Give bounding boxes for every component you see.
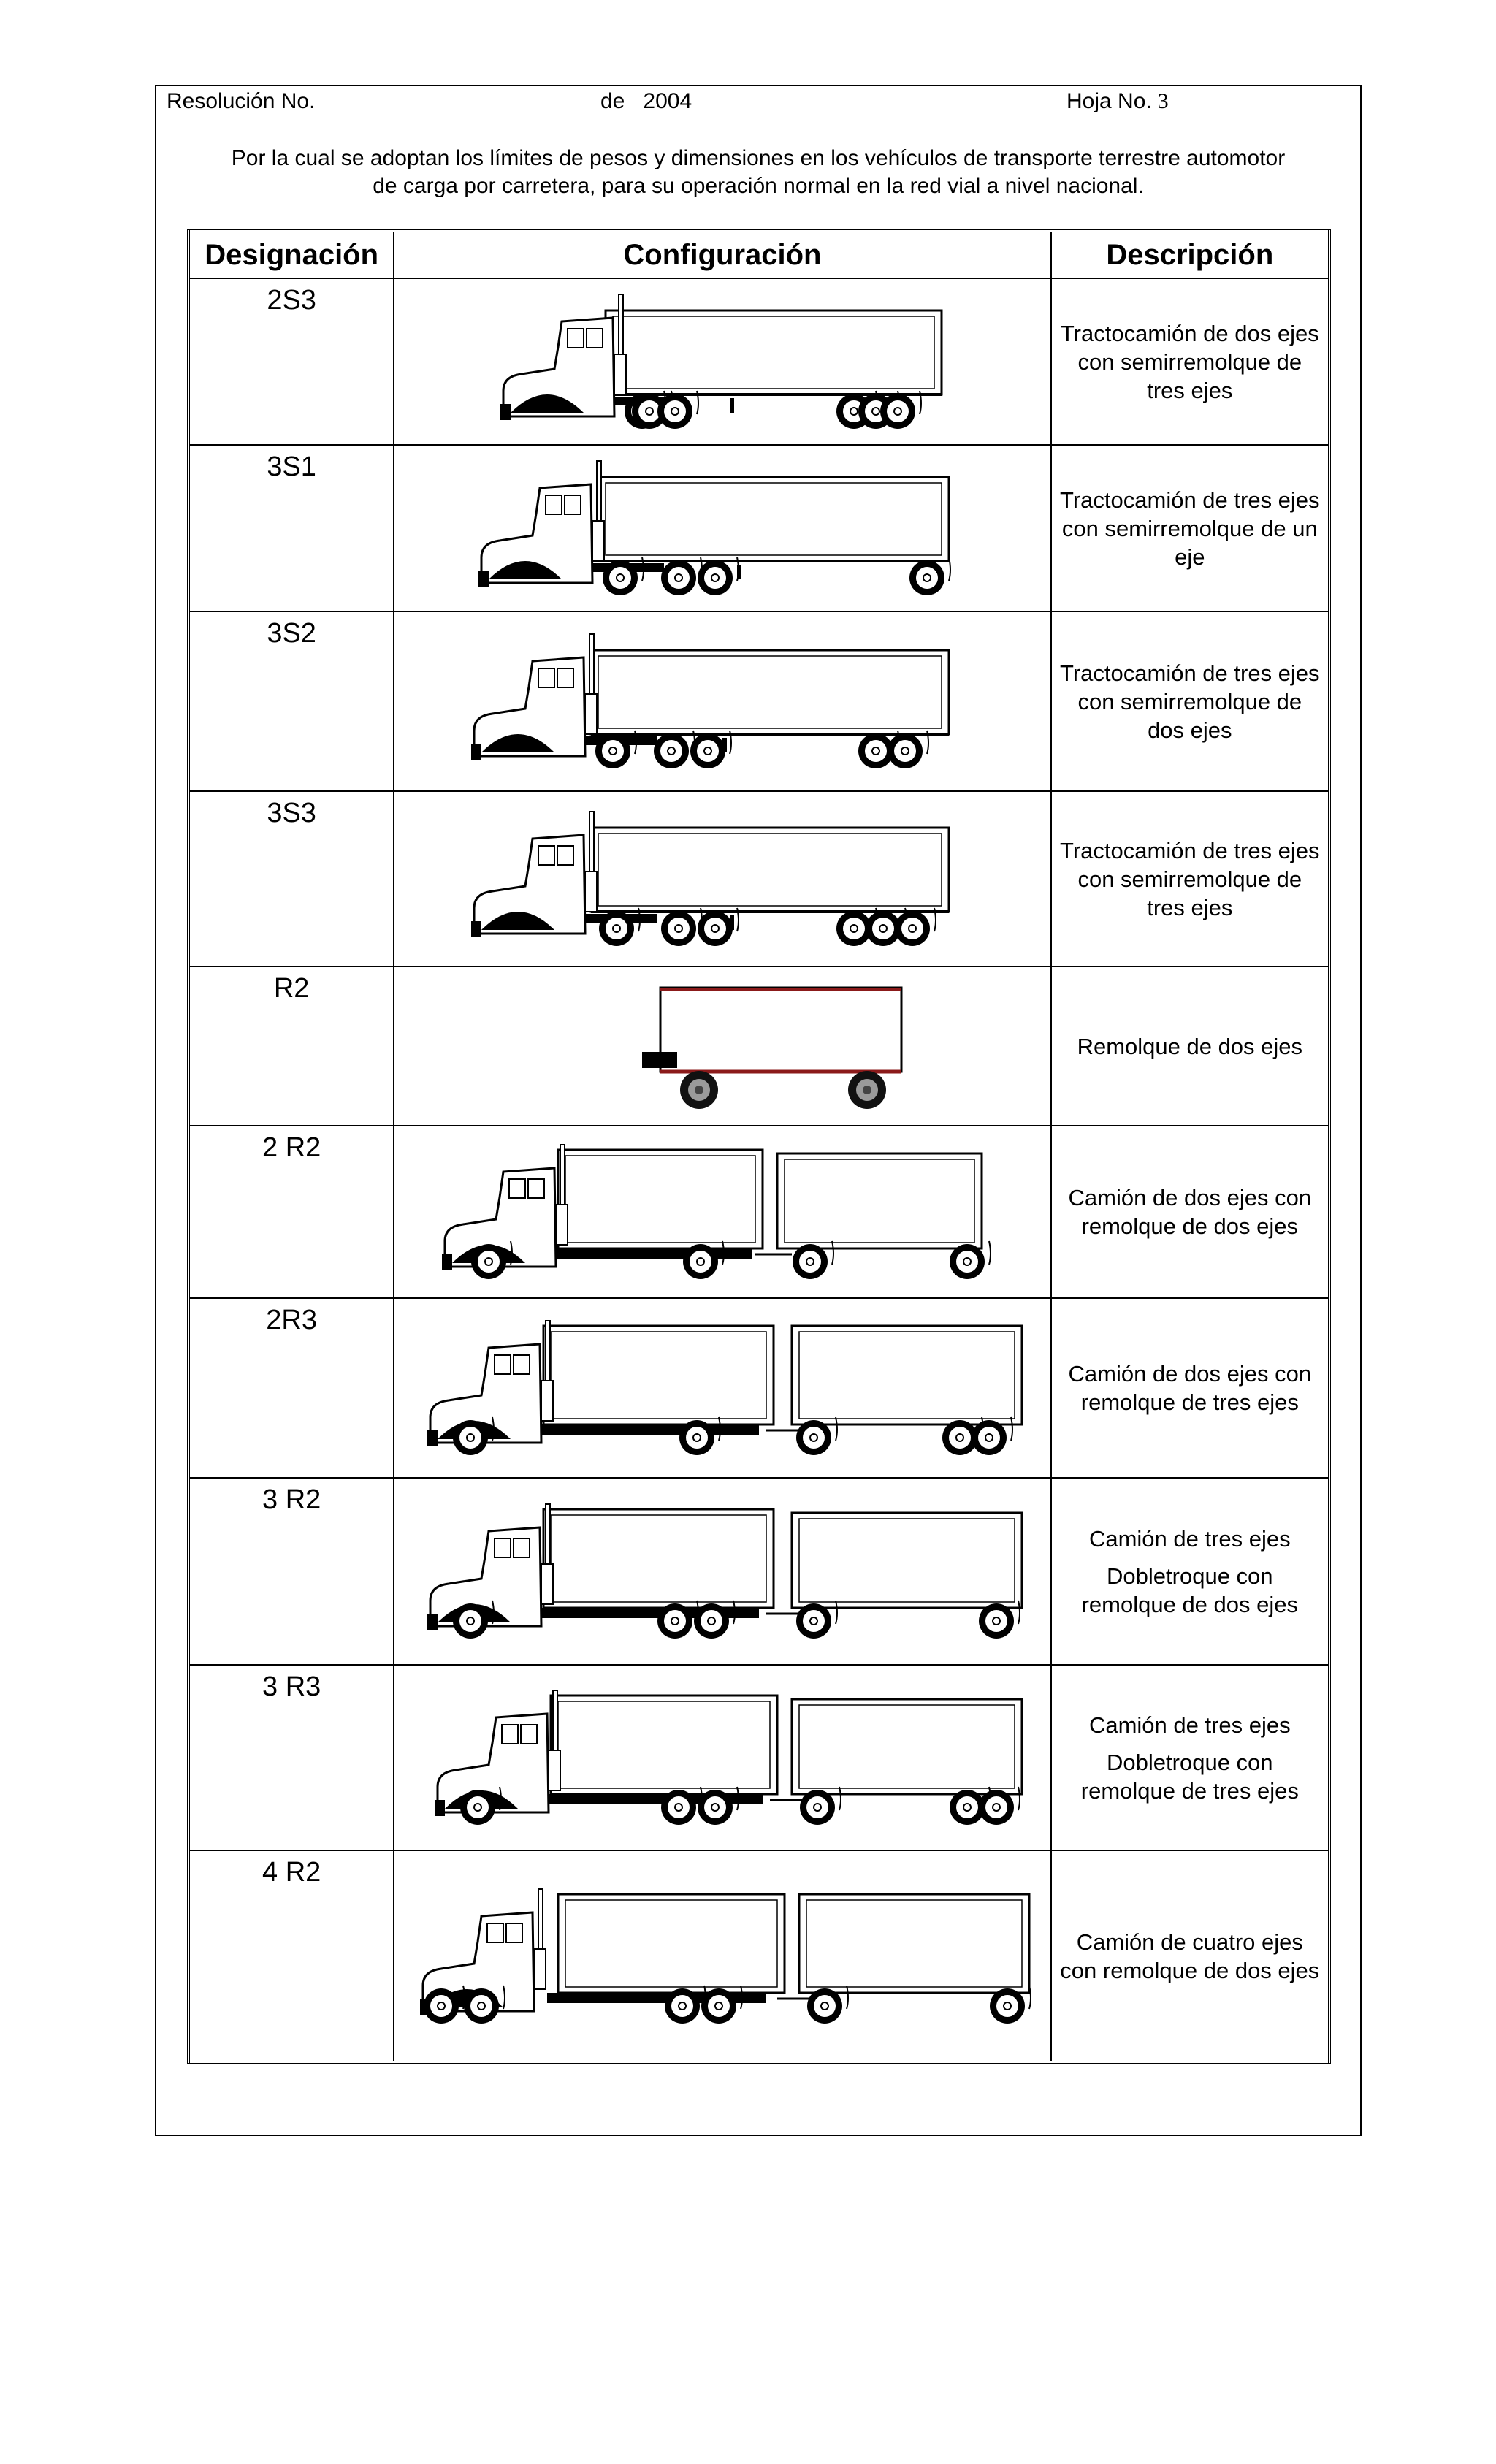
designation-cell: 3S1 bbox=[188, 445, 394, 611]
mudflap bbox=[949, 557, 950, 581]
sheet-text: Hoja No. bbox=[1066, 89, 1152, 113]
configuration-cell bbox=[394, 1478, 1050, 1665]
drawing-part bbox=[470, 1995, 492, 2017]
cargo-box bbox=[543, 1326, 774, 1424]
cargo-box bbox=[558, 1150, 763, 1248]
drawing-part bbox=[686, 1427, 708, 1449]
air-filter bbox=[585, 694, 597, 734]
cab-window bbox=[565, 495, 581, 514]
cargo-box bbox=[558, 1894, 785, 1993]
wheel-icon bbox=[657, 391, 698, 429]
configuration-cell bbox=[394, 966, 1050, 1126]
mudflap bbox=[697, 391, 698, 414]
truck-cab-icon bbox=[442, 1145, 568, 1270]
bumper bbox=[435, 1800, 445, 1816]
drawing-part bbox=[803, 1427, 825, 1449]
table-row bbox=[188, 791, 1329, 966]
tractor-semitrailer-icon bbox=[408, 289, 1037, 435]
description-text-extra: Dobletroque con remolque de tres ejes bbox=[1080, 1749, 1299, 1804]
configuration-cell bbox=[394, 791, 1050, 966]
cargo-box bbox=[606, 310, 942, 394]
cab-window bbox=[509, 1179, 525, 1198]
designation-cell: 3S2 bbox=[188, 611, 394, 791]
drawing-part bbox=[985, 1610, 1007, 1632]
drawing-part bbox=[814, 1995, 836, 2017]
mudflap bbox=[836, 1601, 837, 1624]
designation-cell: 3 R2 bbox=[188, 1478, 394, 1665]
drawing-part bbox=[606, 918, 627, 939]
subtitle-line-1: Por la cual se adoptan los límites de pesos y dimensiones en los vehículos de transporte terrestre automotor bbox=[231, 146, 1286, 170]
trailer-drawbar bbox=[642, 1052, 677, 1068]
drawing-part bbox=[956, 1796, 978, 1818]
tractor-semitrailer-icon bbox=[408, 628, 1037, 774]
truck-cab-icon bbox=[478, 461, 604, 587]
mudflap bbox=[737, 908, 739, 931]
wheel-icon bbox=[603, 557, 644, 595]
wheel-icon bbox=[698, 908, 739, 946]
truck-cab-icon bbox=[435, 1690, 560, 1816]
mudflap bbox=[836, 1417, 837, 1441]
cab-window bbox=[568, 329, 584, 348]
cab-window bbox=[538, 846, 554, 865]
drawing-part bbox=[803, 1610, 825, 1632]
cargo-box bbox=[591, 828, 949, 912]
designation-cell: 3 R3 bbox=[188, 1665, 394, 1850]
drawing-part bbox=[459, 1610, 481, 1632]
drawing-part bbox=[843, 918, 865, 939]
subtitle-line-2: de carga por carretera, para su operación normal en la red vial a nivel nacional. bbox=[373, 174, 1144, 198]
bumper bbox=[427, 1614, 438, 1630]
configuration-cell bbox=[394, 1850, 1050, 2062]
description-cell bbox=[1051, 1126, 1329, 1298]
drawing-part bbox=[701, 1610, 722, 1632]
drawing-part bbox=[806, 1796, 828, 1818]
wheel-icon bbox=[661, 908, 702, 946]
designation-cell: R2 bbox=[188, 966, 394, 1126]
cab-window bbox=[514, 1538, 530, 1557]
header-designation: Designación bbox=[188, 231, 394, 278]
description-text: Tractocamión de tres ejes con semirremolque de tres ejes bbox=[1060, 837, 1320, 920]
air-filter bbox=[592, 521, 604, 561]
cargo-box bbox=[551, 1696, 777, 1794]
air-filter bbox=[541, 1564, 553, 1604]
drawing-part bbox=[704, 918, 726, 939]
drawing-part bbox=[467, 1796, 489, 1818]
date-label bbox=[600, 89, 692, 114]
wheel-icon bbox=[698, 557, 739, 595]
configuration-cell bbox=[394, 1126, 1050, 1298]
configuration-cell bbox=[394, 278, 1050, 445]
drawing-part bbox=[668, 567, 690, 589]
bumper bbox=[471, 921, 481, 937]
description-text: Tractocamión de tres ejes con semirremolque de dos ejes bbox=[1060, 660, 1320, 743]
description-cell bbox=[1051, 611, 1329, 791]
cab-window bbox=[538, 668, 554, 687]
drawing-part bbox=[916, 567, 938, 589]
drawing-part bbox=[799, 1251, 821, 1273]
cab-window bbox=[514, 1355, 530, 1374]
description-cell bbox=[1051, 278, 1329, 445]
vehicle-configuration-table bbox=[187, 229, 1331, 2064]
wheel-icon bbox=[599, 908, 640, 946]
designation-cell: 2R3 bbox=[188, 1298, 394, 1478]
truck-cab-icon bbox=[471, 634, 597, 760]
mudflap bbox=[847, 1986, 848, 2009]
mudflap bbox=[934, 908, 936, 931]
table-row bbox=[188, 1126, 1329, 1298]
table-row bbox=[188, 278, 1329, 445]
description-cell bbox=[1051, 445, 1329, 611]
mudflap bbox=[839, 1787, 841, 1810]
cargo-box bbox=[591, 650, 949, 734]
table-row bbox=[188, 966, 1329, 1126]
landing-gear bbox=[730, 398, 734, 413]
drawing-part bbox=[704, 567, 726, 589]
mudflap bbox=[1018, 1787, 1020, 1810]
description-text: Tractocamión de tres ejes con semirremolque de un eje bbox=[1060, 487, 1320, 570]
description-cell bbox=[1051, 791, 1329, 966]
designation-cell: 3S3 bbox=[188, 791, 394, 966]
header-configuration: Configuración bbox=[394, 231, 1050, 278]
drawing-part bbox=[887, 400, 909, 422]
mudflap bbox=[1029, 1986, 1031, 2009]
tractor-semitrailer-icon bbox=[408, 455, 1037, 601]
chassis-frame bbox=[547, 1248, 752, 1259]
description-text: Camión de cuatro ejes con remolque de dos ejes bbox=[1060, 1929, 1320, 1983]
description-cell bbox=[1051, 966, 1329, 1126]
trailer-icon bbox=[408, 973, 1037, 1119]
drawing-part bbox=[978, 1427, 1000, 1449]
trailer-box bbox=[660, 988, 901, 1072]
cab-window bbox=[487, 1923, 503, 1942]
resolution-label: Resolución No. bbox=[167, 89, 316, 113]
wheel-icon bbox=[595, 731, 636, 768]
truck-cab-icon bbox=[427, 1504, 553, 1630]
drawing-part bbox=[872, 918, 894, 939]
wheel-icon bbox=[888, 731, 928, 768]
wheel-icon bbox=[909, 557, 950, 595]
drawing-part bbox=[430, 1995, 452, 2017]
cab-window bbox=[506, 1923, 522, 1942]
drawing-part bbox=[668, 1796, 690, 1818]
wheel-icon bbox=[895, 908, 936, 946]
drawing-part bbox=[865, 740, 887, 762]
year: 2004 bbox=[643, 89, 692, 113]
designation-cell: 2 R2 bbox=[188, 1126, 394, 1298]
wheel-icon bbox=[690, 731, 731, 768]
sheet-label bbox=[1066, 89, 1169, 114]
header-description: Descripción bbox=[1051, 231, 1329, 278]
trailer-box bbox=[799, 1894, 1029, 1993]
configuration-cell bbox=[394, 1298, 1050, 1478]
bumper bbox=[427, 1430, 438, 1446]
table-header-row bbox=[188, 231, 1329, 278]
description-cell bbox=[1051, 1850, 1329, 2062]
de-label: de bbox=[600, 89, 625, 113]
description-cell bbox=[1051, 1478, 1329, 1665]
mudflap bbox=[920, 391, 921, 414]
drawing-part bbox=[690, 1251, 711, 1273]
description-text: Camión de tres ejes bbox=[1088, 1712, 1291, 1738]
truck-trailer-icon bbox=[408, 1315, 1037, 1461]
drawing-part bbox=[708, 1995, 730, 2017]
drawing-part bbox=[602, 740, 624, 762]
drawing-part bbox=[985, 1796, 1007, 1818]
cargo-box bbox=[598, 477, 949, 561]
drawing-part bbox=[697, 740, 719, 762]
mudflap bbox=[1018, 1601, 1020, 1624]
page-number: 3 bbox=[1157, 89, 1169, 113]
drawing-part bbox=[609, 567, 631, 589]
wheel-icon bbox=[661, 557, 702, 595]
cab-window bbox=[521, 1725, 537, 1744]
description-cell bbox=[1051, 1665, 1329, 1850]
trailer-box bbox=[777, 1153, 982, 1248]
drawing-part bbox=[478, 1251, 500, 1273]
bumper bbox=[471, 744, 481, 760]
drawing-part bbox=[949, 1427, 971, 1449]
designation-cell: 4 R2 bbox=[188, 1850, 394, 2062]
cab-window bbox=[495, 1355, 511, 1374]
drawing-part bbox=[894, 740, 916, 762]
truck-trailer-icon bbox=[408, 1883, 1037, 2029]
description-text: Camión de dos ejes con remolque de tres ejes bbox=[1068, 1361, 1312, 1415]
trailer-box bbox=[792, 1326, 1022, 1424]
drawing-part bbox=[664, 400, 686, 422]
air-filter bbox=[549, 1750, 560, 1790]
drawing-part bbox=[638, 400, 660, 422]
wheel-icon bbox=[654, 731, 695, 768]
configuration-cell bbox=[394, 611, 1050, 791]
drawing-part bbox=[664, 1610, 686, 1632]
description-text: Camión de tres ejes bbox=[1088, 1525, 1291, 1552]
description-text: Tractocamión de dos ejes con semirremolque de tres ejes bbox=[1060, 320, 1319, 403]
mudflap bbox=[927, 731, 928, 754]
bumper bbox=[478, 571, 489, 587]
truck-trailer-icon bbox=[408, 1685, 1037, 1831]
cab-window bbox=[495, 1538, 511, 1557]
drawing-part bbox=[660, 740, 682, 762]
trailer-box bbox=[792, 1513, 1022, 1608]
description-cell bbox=[1051, 1298, 1329, 1478]
drawing-part bbox=[704, 1796, 726, 1818]
cab-window bbox=[546, 495, 562, 514]
trailer-box bbox=[792, 1699, 1022, 1794]
drawing-part bbox=[996, 1995, 1018, 2017]
description-text: Camión de dos ejes con remolque de dos ejes bbox=[1068, 1185, 1312, 1239]
table-row bbox=[188, 1298, 1329, 1478]
truck-cab-icon bbox=[427, 1321, 553, 1446]
cab-window bbox=[557, 668, 573, 687]
bumper bbox=[442, 1254, 452, 1270]
table-row bbox=[188, 1665, 1329, 1850]
cargo-box bbox=[543, 1509, 774, 1608]
wheel-icon bbox=[848, 1071, 886, 1109]
cab-window bbox=[502, 1725, 518, 1744]
chassis-frame bbox=[533, 1424, 759, 1435]
drawing-part bbox=[956, 1251, 978, 1273]
table-row bbox=[188, 1850, 1329, 2062]
drawing-part bbox=[459, 1427, 481, 1449]
tractor-semitrailer-icon bbox=[408, 806, 1037, 952]
air-filter bbox=[556, 1205, 568, 1245]
table-row bbox=[188, 1478, 1329, 1665]
table-row bbox=[188, 445, 1329, 611]
air-filter bbox=[534, 1949, 546, 1989]
cab-window bbox=[528, 1179, 544, 1198]
mudflap bbox=[1011, 1417, 1012, 1441]
description-text-extra: Dobletroque con remolque de dos ejes bbox=[1081, 1563, 1299, 1617]
air-filter bbox=[585, 871, 597, 912]
drawing-part bbox=[671, 1995, 693, 2017]
air-filter bbox=[541, 1381, 553, 1421]
drawing-part bbox=[901, 918, 923, 939]
mudflap bbox=[989, 1241, 991, 1265]
bumper bbox=[500, 404, 511, 420]
wheel-icon bbox=[680, 1071, 718, 1109]
wheel-icon bbox=[880, 391, 921, 429]
truck-cab-icon bbox=[471, 812, 597, 937]
air-filter bbox=[614, 354, 626, 394]
table-row bbox=[188, 611, 1329, 791]
designation-cell: 2S3 bbox=[188, 278, 394, 445]
mudflap bbox=[730, 731, 731, 754]
resolution-subtitle bbox=[156, 145, 1360, 200]
truck-trailer-icon bbox=[408, 1139, 1037, 1285]
cab-window bbox=[587, 329, 603, 348]
drawing-part bbox=[668, 918, 690, 939]
configuration-cell bbox=[394, 1665, 1050, 1850]
mudflap bbox=[832, 1241, 833, 1265]
description-text: Remolque de dos ejes bbox=[1077, 1033, 1303, 1059]
configuration-cell bbox=[394, 445, 1050, 611]
truck-trailer-icon bbox=[408, 1498, 1037, 1644]
cab-window bbox=[557, 846, 573, 865]
